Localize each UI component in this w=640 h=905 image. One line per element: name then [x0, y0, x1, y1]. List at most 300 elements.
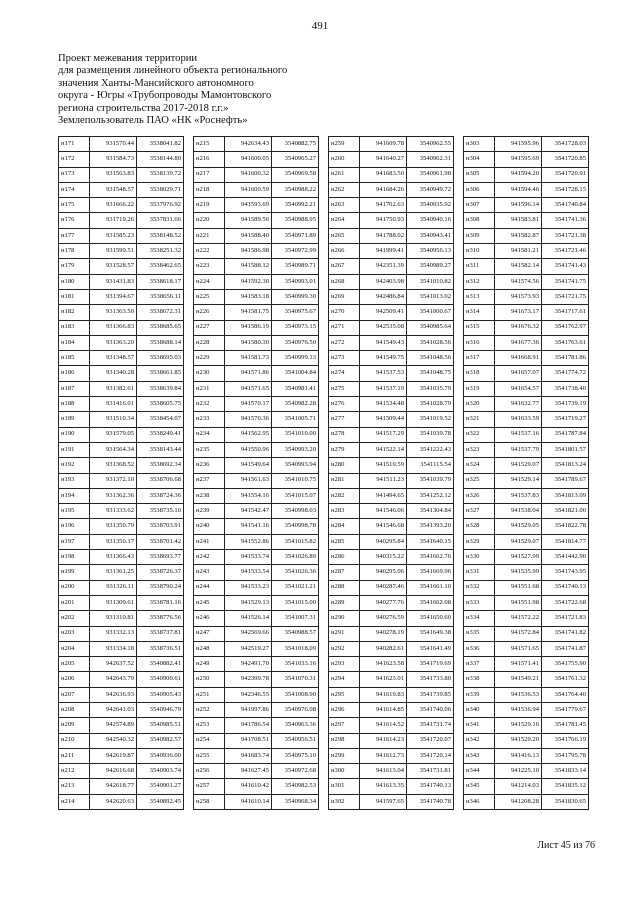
y-coordinate-cell: 3541830.65 [542, 794, 589, 809]
y-coordinate-cell: 3538144.80 [137, 152, 184, 167]
x-coordinate-cell: 931666.22 [90, 198, 137, 213]
table-row [59, 687, 184, 702]
header-line: для размещения линейного объекта регионального [58, 65, 288, 77]
x-coordinate-cell: 941522.14 [360, 442, 407, 457]
y-coordinate-cell: 3541731.74 [407, 718, 454, 733]
point-id-cell: н309 [464, 228, 495, 243]
y-coordinate-cell: 3541741.87 [542, 641, 589, 656]
x-coordinate-cell: 941613.35 [360, 779, 407, 794]
x-coordinate-cell: 941517.29 [360, 427, 407, 442]
table-row [194, 794, 319, 809]
x-coordinate-cell: 942509.41 [360, 305, 407, 320]
table-row [464, 427, 589, 442]
table-row [329, 397, 454, 412]
x-coordinate-cell: 941214.03 [495, 779, 542, 794]
y-coordinate-cell: 3540903.74 [137, 764, 184, 779]
y-coordinate-cell: 3538701.42 [137, 534, 184, 549]
point-id-cell: н320 [464, 397, 495, 412]
x-coordinate-cell: 941683.50 [360, 167, 407, 182]
table-row [329, 519, 454, 534]
table-row [59, 167, 184, 182]
table-row [59, 274, 184, 289]
point-id-cell: н212 [59, 764, 90, 779]
table-row [59, 641, 184, 656]
x-coordinate-cell: 941529.07 [495, 458, 542, 473]
table-row [464, 657, 589, 672]
point-id-cell: н263 [329, 198, 360, 213]
table-row [464, 213, 589, 228]
table-row [194, 289, 319, 304]
table-row [194, 320, 319, 335]
point-id-cell: н248 [194, 641, 225, 656]
y-coordinate-cell: 3541000.67 [407, 305, 454, 320]
y-coordinate-cell: 3541821.00 [542, 504, 589, 519]
table-row [194, 565, 319, 580]
y-coordinate-cell: 3540999.13 [272, 351, 319, 366]
table-row [329, 473, 454, 488]
x-coordinate-cell: 931350.17 [90, 534, 137, 549]
point-id-cell: н313 [464, 289, 495, 304]
y-coordinate-cell: 3541719.27 [542, 412, 589, 427]
x-coordinate-cell: 942569.66 [225, 626, 272, 641]
y-coordinate-cell: 3540946.79 [137, 702, 184, 717]
y-coordinate-cell: 3540992.21 [272, 198, 319, 213]
table-row [464, 259, 589, 274]
table-row [194, 397, 319, 412]
point-id-cell: н214 [59, 794, 90, 809]
point-id-cell: н276 [329, 397, 360, 412]
point-id-cell: н184 [59, 335, 90, 350]
y-coordinate-cell: 3538251.32 [137, 244, 184, 259]
y-coordinate-cell: 3540969.58 [272, 167, 319, 182]
y-coordinate-cell: 3540988.95 [272, 213, 319, 228]
y-coordinate-cell: 3541018.09 [272, 641, 319, 656]
y-coordinate-cell: 3540988.22 [272, 182, 319, 197]
table-row [464, 779, 589, 794]
x-coordinate-cell: 931431.83 [90, 274, 137, 289]
table-row [59, 412, 184, 427]
x-coordinate-cell: 931394.67 [90, 289, 137, 304]
y-coordinate-cell: 3541004.84 [272, 366, 319, 381]
point-id-cell: н234 [194, 427, 225, 442]
x-coordinate-cell: 941534.48 [360, 397, 407, 412]
point-id-cell: н269 [329, 289, 360, 304]
x-coordinate-cell: 931528.57 [90, 259, 137, 274]
table-row [59, 137, 184, 152]
y-coordinate-cell: 3541015.00 [272, 595, 319, 610]
x-coordinate-cell: 941595.69 [495, 152, 542, 167]
table-row [464, 733, 589, 748]
y-coordinate-cell: 3538735.10 [137, 504, 184, 519]
y-coordinate-cell: 3538148.52 [137, 228, 184, 243]
point-id-cell: н265 [329, 228, 360, 243]
point-id-cell: н174 [59, 182, 90, 197]
point-id-cell: н339 [464, 687, 495, 702]
point-id-cell: н244 [194, 580, 225, 595]
x-coordinate-cell: 941549.75 [360, 351, 407, 366]
table-row [329, 320, 454, 335]
x-coordinate-cell: 942403.98 [360, 274, 407, 289]
y-coordinate-cell: 3540943.41 [407, 228, 454, 243]
y-coordinate-cell: 3541728.15 [542, 182, 589, 197]
y-coordinate-cell: 3541039.79 [407, 473, 454, 488]
point-id-cell: н330 [464, 550, 495, 565]
x-coordinate-cell: 931579.05 [90, 427, 137, 442]
point-id-cell: н220 [194, 213, 225, 228]
y-coordinate-cell: 3538790.24 [137, 580, 184, 595]
point-id-cell: н287 [329, 565, 360, 580]
point-id-cell: н233 [194, 412, 225, 427]
table-row [59, 198, 184, 213]
x-coordinate-cell: 941570.17 [225, 397, 272, 412]
table-row [194, 152, 319, 167]
y-coordinate-cell: 3540999.30 [272, 289, 319, 304]
y-coordinate-cell: 3538781.16 [137, 595, 184, 610]
point-id-cell: н258 [194, 794, 225, 809]
point-id-cell: н205 [59, 657, 90, 672]
point-id-cell: н226 [194, 305, 225, 320]
x-coordinate-cell: 941581.75 [225, 305, 272, 320]
point-id-cell: н291 [329, 626, 360, 641]
point-id-cell: н260 [329, 152, 360, 167]
y-coordinate-cell: 3541766.19 [542, 733, 589, 748]
point-id-cell: н343 [464, 748, 495, 763]
point-id-cell: н177 [59, 228, 90, 243]
point-id-cell: н236 [194, 458, 225, 473]
point-id-cell: н267 [329, 259, 360, 274]
point-id-cell: н341 [464, 718, 495, 733]
x-coordinate-cell: 940276.59 [360, 611, 407, 626]
x-coordinate-cell: 941551.98 [495, 595, 542, 610]
x-coordinate-cell: 941225.10 [495, 764, 542, 779]
x-coordinate-cell: 931361.25 [90, 565, 137, 580]
x-coordinate-cell: 941529.14 [495, 473, 542, 488]
table-row [194, 228, 319, 243]
y-coordinate-cell: 3538029.71 [137, 182, 184, 197]
table-row [59, 595, 184, 610]
point-id-cell: н321 [464, 412, 495, 427]
point-id-cell: н199 [59, 565, 90, 580]
table-row [59, 366, 184, 381]
x-coordinate-cell: 931563.83 [90, 167, 137, 182]
point-id-cell: н172 [59, 152, 90, 167]
table-row [59, 488, 184, 503]
x-coordinate-cell: 941600.05 [225, 152, 272, 167]
y-coordinate-cell: 3541743.95 [542, 565, 589, 580]
header-line: значения Ханты-Мансийского автономного [58, 77, 254, 89]
point-id-cell: н327 [464, 504, 495, 519]
x-coordinate-cell: 941683.74 [225, 748, 272, 763]
y-coordinate-cell: 3541721.83 [542, 611, 589, 626]
point-id-cell: н264 [329, 213, 360, 228]
y-coordinate-cell: 3540962.31 [407, 152, 454, 167]
x-coordinate-cell: 942519.27 [225, 641, 272, 656]
table-row [194, 626, 319, 641]
y-coordinate-cell: 3538706.68 [137, 473, 184, 488]
point-id-cell: н300 [329, 764, 360, 779]
x-coordinate-cell: 941510.59 [360, 458, 407, 473]
table-row [329, 733, 454, 748]
x-coordinate-cell: 942574.89 [90, 718, 137, 733]
x-coordinate-cell: 941570.36 [225, 412, 272, 427]
table-row [194, 733, 319, 748]
y-coordinate-cell: 3540985.64 [407, 320, 454, 335]
table-row [59, 228, 184, 243]
table-row [194, 764, 319, 779]
x-coordinate-cell: 941619.83 [360, 687, 407, 702]
x-coordinate-cell: 941596.14 [495, 198, 542, 213]
point-id-cell: н246 [194, 611, 225, 626]
y-coordinate-cell: 3541649.38 [407, 626, 454, 641]
table-row [194, 473, 319, 488]
table-row [464, 595, 589, 610]
y-coordinate-cell: 3541015.82 [272, 534, 319, 549]
table-row [464, 611, 589, 626]
x-coordinate-cell: 941609.78 [360, 137, 407, 152]
x-coordinate-cell: 931570.44 [90, 137, 137, 152]
y-coordinate-cell: 3540971.89 [272, 228, 319, 243]
table-row [329, 672, 454, 687]
x-coordinate-cell: 941594.46 [495, 182, 542, 197]
table-row [329, 182, 454, 197]
y-coordinate-cell: 3541010.75 [272, 473, 319, 488]
x-coordinate-cell: 942535.08 [360, 320, 407, 335]
table-row [194, 641, 319, 656]
y-coordinate-cell: 3540998.03 [272, 504, 319, 519]
x-coordinate-cell: 931309.61 [90, 595, 137, 610]
x-coordinate-cell: 931340.28 [90, 366, 137, 381]
table-row [329, 550, 454, 565]
x-coordinate-cell: 941537.19 [360, 381, 407, 396]
table-row [194, 198, 319, 213]
x-coordinate-cell: 941571.65 [495, 641, 542, 656]
x-coordinate-cell: 941597.65 [360, 794, 407, 809]
point-id-cell: н183 [59, 320, 90, 335]
point-id-cell: н219 [194, 198, 225, 213]
point-id-cell: н191 [59, 442, 90, 457]
point-id-cell: н333 [464, 595, 495, 610]
point-id-cell: н290 [329, 611, 360, 626]
point-id-cell: н241 [194, 534, 225, 549]
y-coordinate-cell: 3541007.31 [272, 611, 319, 626]
x-coordinate-cell: 931350.79 [90, 519, 137, 534]
x-coordinate-cell: 941614.52 [360, 718, 407, 733]
x-coordinate-cell: 941586.98 [225, 244, 272, 259]
point-id-cell: н312 [464, 274, 495, 289]
point-id-cell: н175 [59, 198, 90, 213]
x-coordinate-cell: 941572.84 [495, 626, 542, 641]
y-coordinate-cell: 3541252.12 [407, 488, 454, 503]
x-coordinate-cell: 931599.51 [90, 244, 137, 259]
x-coordinate-cell: 941571.65 [225, 381, 272, 396]
y-coordinate-cell: 3541013.02 [407, 289, 454, 304]
y-coordinate-cell: 3541721.38 [542, 228, 589, 243]
point-id-cell: н346 [464, 794, 495, 809]
y-coordinate-cell: 3541640.15 [407, 534, 454, 549]
y-coordinate-cell: 3541720.07 [407, 733, 454, 748]
x-coordinate-cell: 941612.73 [360, 748, 407, 763]
table-row [464, 244, 589, 259]
table-row [194, 351, 319, 366]
x-coordinate-cell: 941541.16 [225, 519, 272, 534]
point-id-cell: н328 [464, 519, 495, 534]
point-id-cell: н336 [464, 641, 495, 656]
x-coordinate-cell: 941536.53 [495, 687, 542, 702]
x-coordinate-cell: 941509.44 [360, 412, 407, 427]
x-coordinate-cell: 931368.52 [90, 458, 137, 473]
table-row [329, 351, 454, 366]
y-coordinate-cell: 3538726.37 [137, 565, 184, 580]
table-row [329, 289, 454, 304]
x-coordinate-cell: 941610.14 [225, 794, 272, 809]
table-row [194, 305, 319, 320]
x-coordinate-cell: 931416.01 [90, 397, 137, 412]
point-id-cell: н245 [194, 595, 225, 610]
table-row [194, 381, 319, 396]
x-coordinate-cell: 931382.61 [90, 381, 137, 396]
y-coordinate-cell: 3541835.12 [542, 779, 589, 794]
y-coordinate-cell: 3538736.51 [137, 641, 184, 656]
table-row [194, 335, 319, 350]
y-coordinate-cell: 3541650.60 [407, 611, 454, 626]
y-coordinate-cell: 3541740.78 [407, 794, 454, 809]
table-row [194, 595, 319, 610]
x-coordinate-cell: 941533.54 [225, 565, 272, 580]
point-id-cell: н250 [194, 672, 225, 687]
table-row [329, 657, 454, 672]
x-coordinate-cell: 941632.77 [495, 397, 542, 412]
table-row [59, 259, 184, 274]
point-id-cell: н257 [194, 779, 225, 794]
y-coordinate-cell: 3541393.20 [407, 519, 454, 534]
table-row [194, 274, 319, 289]
coordinate-table [463, 136, 589, 810]
point-id-cell: н173 [59, 167, 90, 182]
x-coordinate-cell: 942346.55 [225, 687, 272, 702]
point-id-cell: н298 [329, 733, 360, 748]
y-coordinate-cell: 3541795.78 [542, 748, 589, 763]
x-coordinate-cell: 941589.56 [225, 213, 272, 228]
point-id-cell: н193 [59, 473, 90, 488]
y-coordinate-cell: 3541442.90 [542, 550, 589, 565]
table-row [329, 274, 454, 289]
y-coordinate-cell: 3541222.43 [407, 442, 454, 457]
point-id-cell: н171 [59, 137, 90, 152]
point-id-cell: н345 [464, 779, 495, 794]
y-coordinate-cell: 3541781.86 [542, 351, 589, 366]
x-coordinate-cell: 940282.61 [360, 641, 407, 656]
x-coordinate-cell: 940277.76 [360, 595, 407, 610]
point-id-cell: н181 [59, 289, 90, 304]
point-id-cell: н317 [464, 351, 495, 366]
point-id-cell: н303 [464, 137, 495, 152]
point-id-cell: н195 [59, 504, 90, 519]
y-coordinate-cell: 3541033.16 [272, 657, 319, 672]
table-row [464, 794, 589, 809]
table-row [194, 504, 319, 519]
y-coordinate-cell: 3538605.75 [137, 397, 184, 412]
y-coordinate-cell: 3540982.57 [137, 733, 184, 748]
x-coordinate-cell: 941529.20 [495, 733, 542, 748]
table-row [329, 641, 454, 656]
y-coordinate-cell: 3541026.36 [272, 565, 319, 580]
x-coordinate-cell: 941673.17 [495, 305, 542, 320]
x-coordinate-cell: 942634.43 [225, 137, 272, 152]
y-coordinate-cell: 3538688.14 [137, 335, 184, 350]
x-coordinate-cell: 931363.50 [90, 305, 137, 320]
table-row [59, 152, 184, 167]
y-coordinate-cell: 3540988.57 [272, 626, 319, 641]
table-row [194, 534, 319, 549]
table-row [59, 305, 184, 320]
y-coordinate-cell: 3540935.92 [407, 198, 454, 213]
y-coordinate-cell: 3541720.91 [542, 167, 589, 182]
y-coordinate-cell: 3540972.99 [272, 244, 319, 259]
y-coordinate-cell: 3541722.68 [542, 595, 589, 610]
point-id-cell: н216 [194, 152, 225, 167]
table-row [464, 137, 589, 152]
table-row [464, 351, 589, 366]
x-coordinate-cell: 941750.93 [360, 213, 407, 228]
point-id-cell: н243 [194, 565, 225, 580]
y-coordinate-cell: 3540975.67 [272, 305, 319, 320]
point-id-cell: н323 [464, 442, 495, 457]
y-coordinate-cell: 3540989.27 [407, 259, 454, 274]
x-coordinate-cell: 942641.03 [90, 702, 137, 717]
y-coordinate-cell: 3538462.65 [137, 259, 184, 274]
x-coordinate-cell: 942540.32 [90, 733, 137, 748]
point-id-cell: н188 [59, 397, 90, 412]
y-coordinate-cell: 3540993.01 [272, 274, 319, 289]
point-id-cell: н273 [329, 351, 360, 366]
point-id-cell: н315 [464, 320, 495, 335]
y-coordinate-cell: 3540961.98 [407, 167, 454, 182]
table-row [59, 611, 184, 626]
point-id-cell: н225 [194, 289, 225, 304]
x-coordinate-cell: 942643.79 [90, 672, 137, 687]
x-coordinate-cell: 931372.10 [90, 473, 137, 488]
x-coordinate-cell: 942637.52 [90, 657, 137, 672]
point-id-cell: н299 [329, 748, 360, 763]
y-coordinate-cell: 3540965.27 [272, 152, 319, 167]
x-coordinate-cell: 941416.13 [495, 748, 542, 763]
y-coordinate-cell: 3541774.72 [542, 366, 589, 381]
x-coordinate-cell: 941533.23 [225, 580, 272, 595]
point-id-cell: н279 [329, 442, 360, 457]
y-coordinate-cell: 3541115.54 [407, 458, 454, 473]
x-coordinate-cell: 941614.23 [360, 733, 407, 748]
table-row [59, 794, 184, 809]
point-id-cell: н337 [464, 657, 495, 672]
point-id-cell: н311 [464, 259, 495, 274]
point-id-cell: н285 [329, 534, 360, 549]
point-id-cell: н255 [194, 748, 225, 763]
table-row [194, 550, 319, 565]
point-id-cell: н262 [329, 182, 360, 197]
point-id-cell: н253 [194, 718, 225, 733]
table-row [194, 580, 319, 595]
point-id-cell: н310 [464, 244, 495, 259]
table-row [464, 228, 589, 243]
table-row [59, 580, 184, 595]
y-coordinate-cell: 3538618.17 [137, 274, 184, 289]
y-coordinate-cell: 3541813.09 [542, 488, 589, 503]
x-coordinate-cell: 931363.20 [90, 335, 137, 350]
x-coordinate-cell: 931326.11 [90, 580, 137, 595]
point-id-cell: н209 [59, 718, 90, 733]
y-coordinate-cell: 3538041.82 [137, 137, 184, 152]
point-id-cell: н292 [329, 641, 360, 656]
